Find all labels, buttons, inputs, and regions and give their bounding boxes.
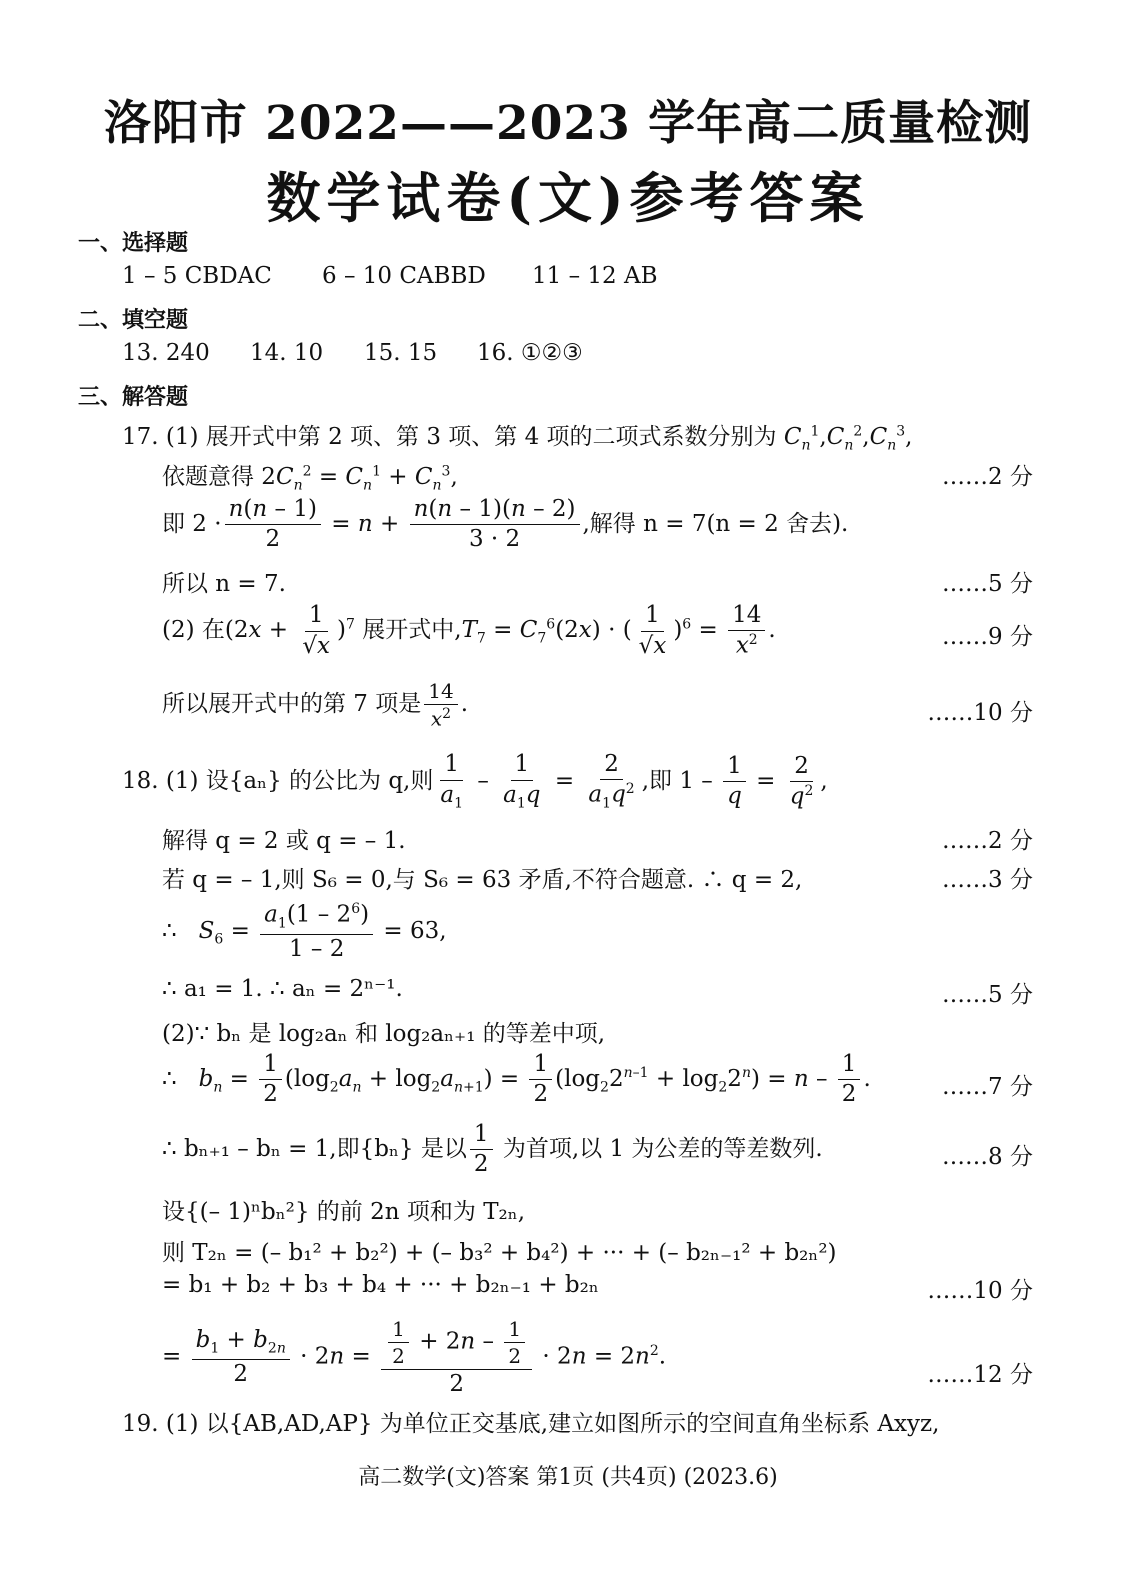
fill-answer-13: 13. 240 [122,340,210,366]
page-footer: 高二数学(文)答案 第1页 (共4页) (2023.6) [358,1465,778,1490]
q17-line5: (2) 在(2x + $\frac{1}{√x}$ )$^7$ 展开式中$,T_7 = C_7^6(2x)$ · ( $\frac{1}{√x}$ )$^6$ = $\frac{14}{x^2}$ . [162,602,776,659]
document-title: 洛阳市 2022——2023 学年高二质量检测 [103,96,1033,151]
q17-score-2: ……5 分 [942,571,1033,597]
q18-line11: = b₁ + b₂ + b₃ + b₄ + ··· + b₂ₙ₋₁ + b₂ₙ [162,1272,599,1298]
q18-score-2: ……3 分 [942,867,1033,893]
q18-line2: 解得 q = 2 或 q = – 1. [162,828,406,854]
q18-line4: ∴ $S_6$ = $\frac{a_1(1 - 2^6)}{1 - 2}$ = 63, [162,901,447,962]
fill-answer-15: 15. 15 [364,340,438,366]
choice-answers-1: 1 – 5 CBDAC [122,263,272,289]
q17-line2: 依题意得 $2C_n^2 = C_n^1 + C_n^3$, [162,463,458,494]
document-subtitle: 数学试卷(文)参考答案 [266,166,870,230]
fill-answer-14: 14. 10 [250,340,324,366]
choice-answers-3: 11 – 12 AB [532,263,658,289]
q17-score-4: ……10 分 [927,700,1033,726]
q18-line12: = $\frac{b_1 + b_{2n}}{2}$ · 2n = $\frac{1}{2}$ + 2n – $\frac{1}{2}$ 2 · $2n = 2n^2$. [162,1317,667,1397]
section-heading-choice: 一、选择题 [78,230,189,256]
q18-line10: 则 T₂ₙ = (– b₁² + b₂²) + (– b₃² + b₄²) + ··· + (– b₂ₙ₋₁² + b₂ₙ²) [162,1240,837,1266]
section-heading-fill: 二、填空题 [78,307,189,333]
fill-answer-16: 16. ①②③ [477,340,583,366]
q18-line3: 若 q = – 1,则 S₆ = 0,与 S₆ = 63 矛盾,不符合题意. ∴ q = 2, [162,867,803,893]
choice-answers-2: 6 – 10 CABBD [322,263,486,289]
q18-line6: (2)∵ bₙ 是 log₂aₙ 和 log₂aₙ₊₁ 的等差中项, [162,1021,606,1047]
q18-line9: 设{(– 1)ⁿbₙ²} 的前 2n 项和为 T₂ₙ, [162,1199,526,1225]
q17-line4: 所以 n = 7. [162,571,286,597]
q18-line5: ∴ a₁ = 1. ∴ aₙ = 2ⁿ⁻¹. [162,976,403,1002]
q18-score-3: ……5 分 [942,982,1033,1008]
q18-score-7: ……12 分 [927,1362,1033,1388]
q17-line6: 所以展开式中的第 7 项是 $\frac{14}{x^2}$ . [162,679,469,731]
q18-score-5: ……8 分 [942,1144,1033,1170]
q18-line8: ∴ bₙ₊₁ – bₙ = 1,即{bₙ} 是以 $\frac{1}{2}$ 为首项,以 1 为公差的等差数列. [162,1121,823,1178]
q18-line1: 18. (1) 设{aₙ} 的公比为 q,则 $\frac{1}{a_1}$ – $\frac{1}{a_1q}$ = $\frac{2}{a_1q^2}$ ,即 1 – $\frac{1}{q}$ = $\frac{2}{q^2}$ , [122,751,828,812]
section-heading-solve: 三、解答题 [78,384,189,410]
q19-line1: 19. (1) 以{AB,AD,AP} 为单位正交基底,建立如图所示的空间直角坐标系 Axyz, [122,1411,940,1437]
q18-line7: ∴ $b_n$ = $\frac{1}{2}$ $(\log_2a_n + \log_2a_{n+1})$ = $\frac{1}{2}$ $(\log_22^{n-1} + \log_22^n) = n$ – $\frac{1}{2}$ . [162,1051,871,1108]
q17-score-1: ……2 分 [942,464,1033,490]
q18-score-6: ……10 分 [927,1278,1033,1304]
q18-score-1: ……2 分 [942,828,1033,854]
q18-score-4: ……7 分 [942,1074,1033,1100]
q17-score-3: ……9 分 [942,624,1033,650]
q17-line3: 即 2 · $\frac{n(n - 1)}{2}$ = n + $\frac{n(n - 1)(n - 2)}{3 \cdot 2}$ ,解得 n = 7(n = 2 舍去). [162,496,849,553]
q17-line1: 17. (1) 展开式中第 2 项、第 3 项、第 4 项的二项式系数分别为 $C_n^1,C_n^2,C_n^3$, [122,423,913,454]
